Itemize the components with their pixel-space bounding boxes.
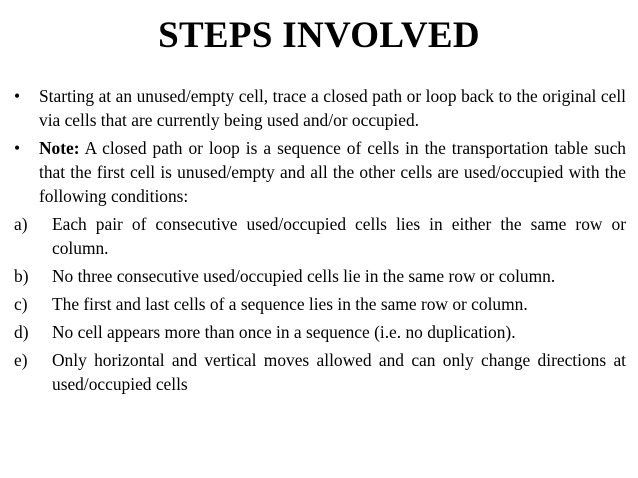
condition-item-d <box>14 320 626 344</box>
note-text: A closed path or loop is a sequence of cells in the transportation table such that the first cell is unused/empty and all the other cells are used/occupied with the following conditions: <box>39 138 626 206</box>
condition-text: Each pair of consecutive used/occupied cells lies in either the same row or column. <box>52 214 626 258</box>
condition-text: No three consecutive used/occupied cells lie in the same row or column. <box>52 266 556 286</box>
condition-item-b <box>14 264 626 288</box>
bullet-item-note <box>14 136 626 208</box>
condition-marker: c) <box>14 294 28 314</box>
condition-marker: a) <box>14 214 28 234</box>
note-label: Note: <box>39 138 80 158</box>
condition-item-c <box>14 292 626 316</box>
condition-text: No cell appears more than once in a sequence (i.e. no duplication). <box>52 322 516 342</box>
bullet-marker: • <box>14 138 21 158</box>
condition-marker: b) <box>14 266 29 286</box>
bullet-text: Starting at an unused/empty cell, trace a closed path or loop back to the original cell via cells that are currently being used and/or occupied. <box>39 86 626 130</box>
condition-marker: d) <box>14 322 29 342</box>
bullet-marker: • <box>14 86 21 106</box>
condition-marker: e) <box>14 350 28 370</box>
bullet-text <box>39 136 626 208</box>
slide-content <box>14 84 626 400</box>
condition-text: Only horizontal and vertical moves allowed and can only change directions at used/occupied cells <box>52 350 626 394</box>
condition-text: The first and last cells of a sequence lies in the same row or column. <box>52 294 528 314</box>
condition-item-a <box>14 212 626 260</box>
condition-item-e <box>14 348 626 396</box>
bullet-item <box>14 84 626 132</box>
slide-title: STEPS INVOLVED <box>158 15 480 56</box>
